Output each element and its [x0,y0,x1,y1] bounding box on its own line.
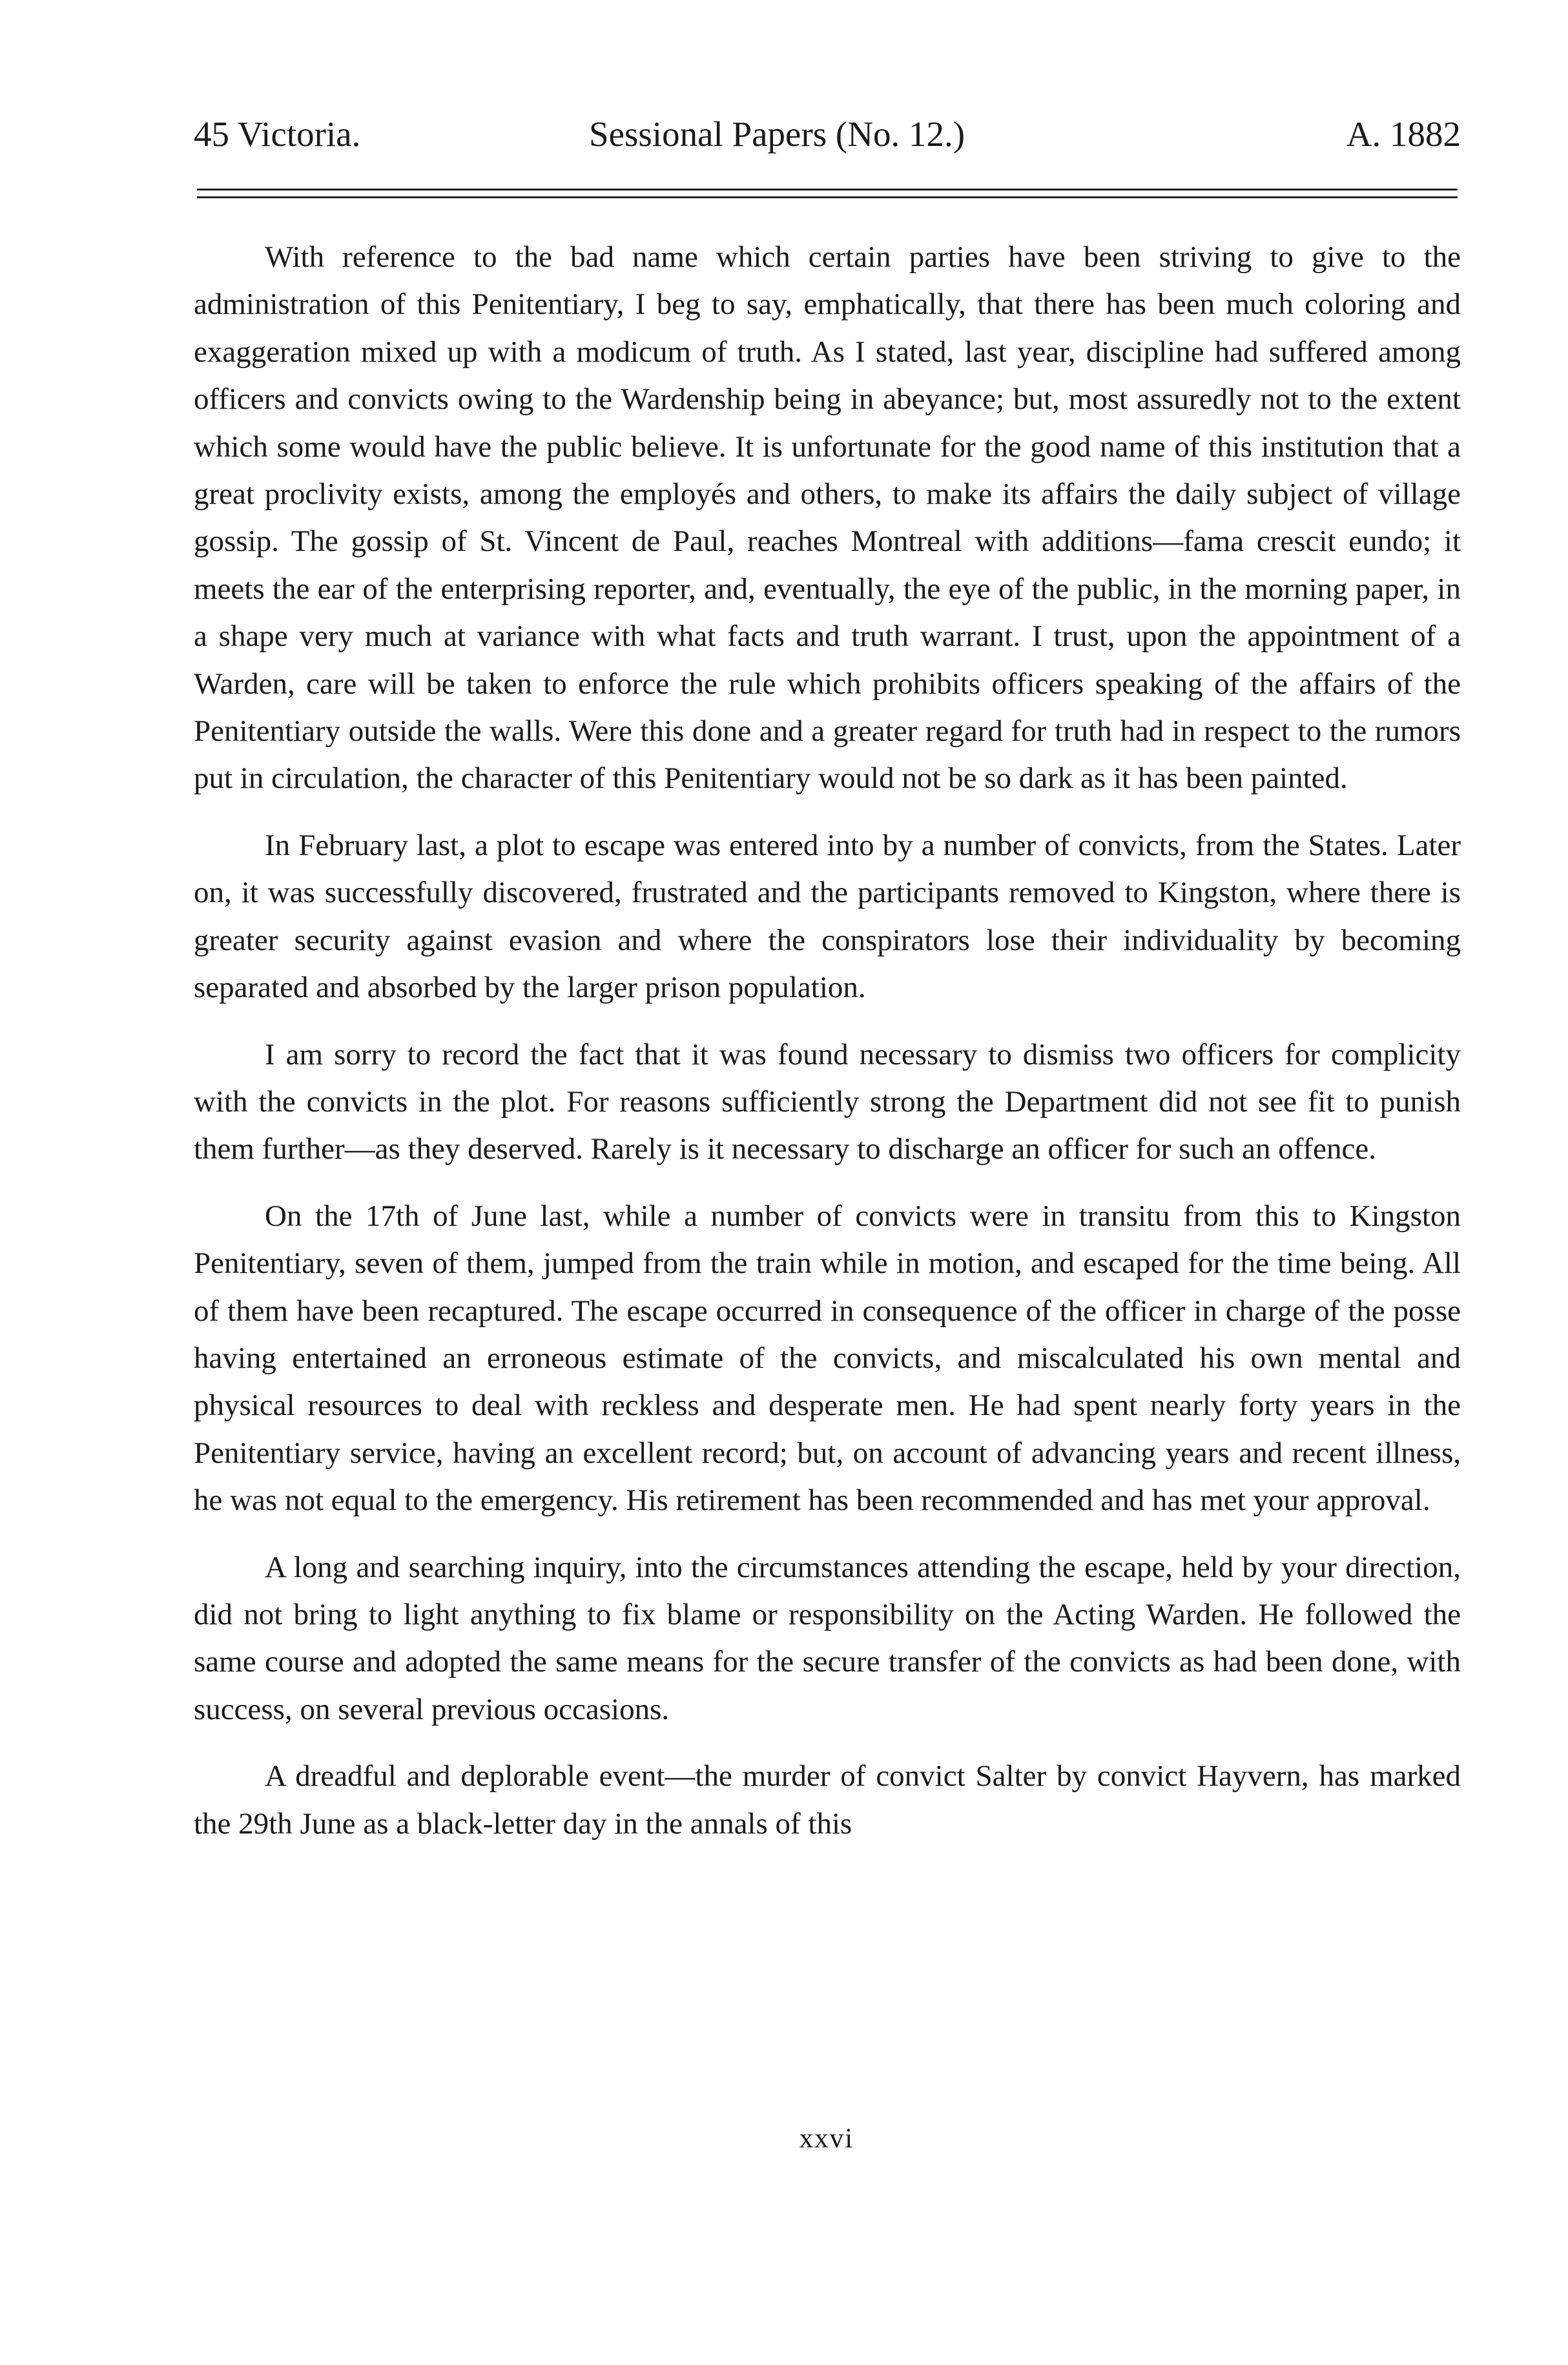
header-rule-top [197,189,1458,191]
page-number: xxvi [799,2123,854,2154]
paragraph-escape-plot: In February last, a plot to escape was entered into by a number of convicts, from the States. Later on, it was successfully discovered, frustrated and the participants removed to Kingston, where there is greater security against evasion and where the conspirators lose their individuality by becoming separated and absorbed by the larger prison population. [194,828,1461,1005]
running-header [194,108,1461,160]
paragraph-murder: A dreadful and deplorable event—the murder of convict Salter by convict Hayvern, has marked the 29th June as a black-letter day in the annals of this [194,1759,1461,1841]
paragraph-dismissal: I am sorry to record the fact that it was found necessary to dismiss two officers for complicity with the convicts in the plot. For reasons sufficiently strong the Department did not see fit to punish them further—as they deserved. Rarely is it necessary to discharge an officer for such an offence. [194,1037,1461,1166]
paragraph-train-escape: On the 17th of June last, while a number of convicts were in transitu from this to Kingston Penitentiary, seven of them, jumped from the train while in motion, and escaped for the time being. All of them have been recaptured. The escape occurred in consequence of the officer in charge of the posse having entertained an erroneous estimate of the convicts, and miscalculated his own mental and physical resources to deal with reckless and desperate men. He had spent nearly forty years in the Penitentiary service, having an excellent record; but, on account of advancing years and recent illness, he was not equal to the emergency. His retirement has been recommended and has met your approval. [194,1199,1461,1518]
header-title: Sessional Papers (No. 12.) [589,114,965,154]
paragraph-administration: With reference to the bad name which certain parties have been striving to give to the administration of this Penitentiary, I beg to say, emphatically, that there has been much coloring and exaggeration mixed up with a modicum of truth. As I stated, last year, discipline had suffered among officers and convicts owing to the Wardenship being in abeyance; but, most assuredly not to the extent which some would have the public believe. It is unfortunate for the good name of this institution that a great proclivity exists, among the employés and others, to make its affairs the daily subject of village gossip. The gossip of St. Vincent de Paul, reaches Montreal with additions—fama crescit eundo; it meets the ear of the enterprising reporter, and, eventually, the eye of the public, in the morning paper, in a shape very much at variance with what facts and truth warrant. I trust, upon the appointment of a Warden, care will be taken to enforce the rule which prohibits officers speaking of the affairs of the Penitentiary outside the walls. Were this done and a greater regard for truth had in respect to the rumors put in circulation, the character of this Penitentiary would not be so dark as it has been painted. [194,240,1461,796]
header-rule-bottom [197,196,1458,198]
paragraph-inquiry: A long and searching inquiry, into the circumstances attending the escape, held by your direction, did not bring to light anything to fix blame or responsibility on the Acting Warden. He followed the same course and adopted the same means for the secure transfer of the convicts as had been done, with success, on several previous occasions. [194,1550,1461,1726]
body-text [194,234,1461,1848]
header-year: A. 1882 [1346,114,1461,154]
header-regnal-year: 45 Victoria. [194,114,361,154]
